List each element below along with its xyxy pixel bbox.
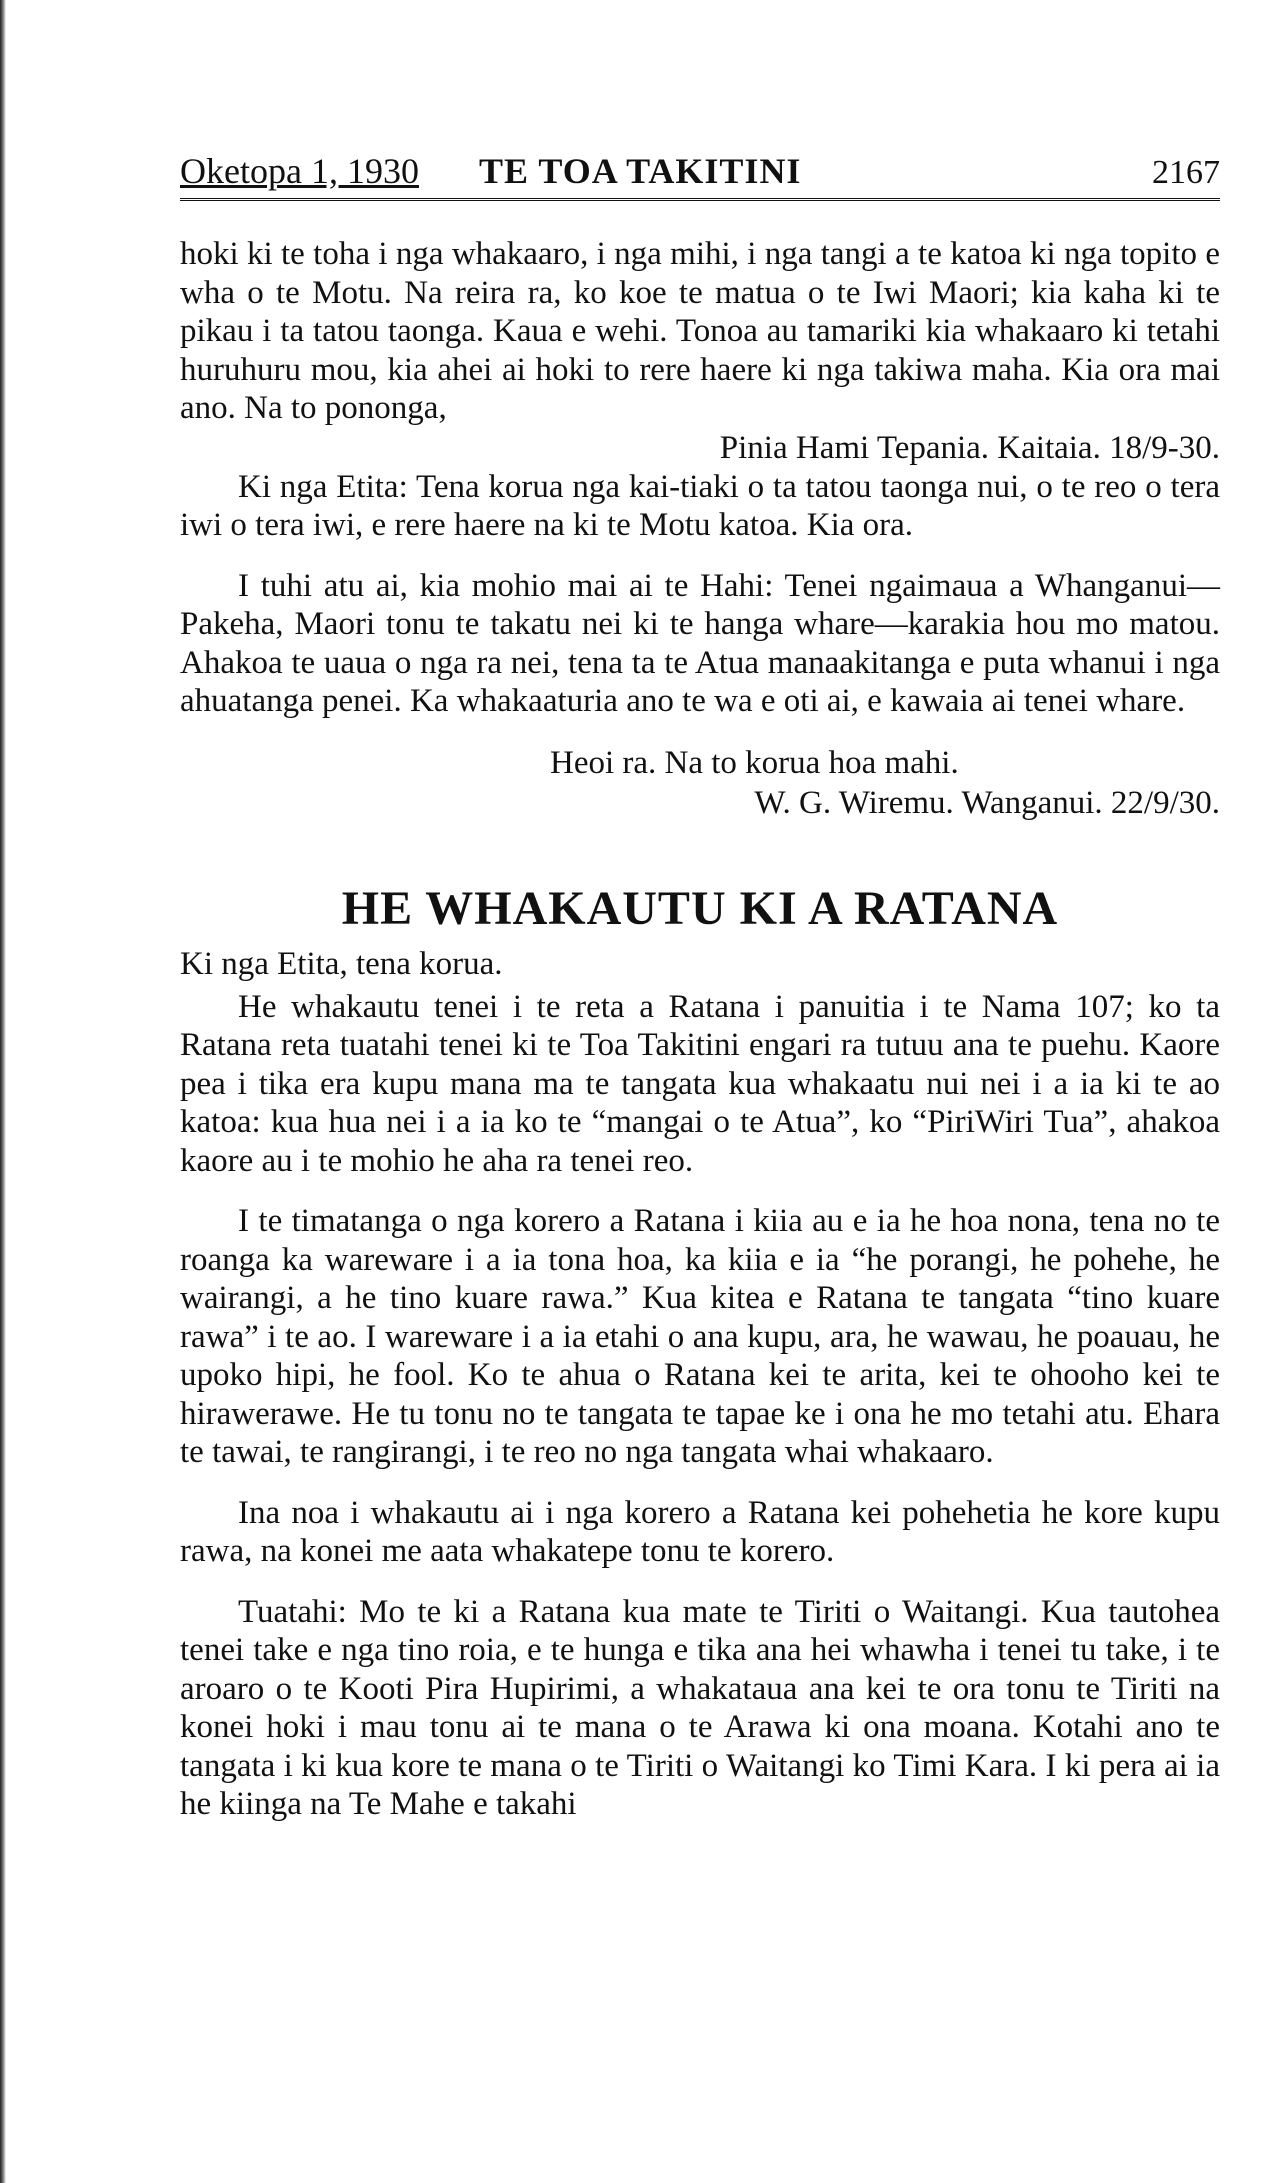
publication-title: TE TOA TAKITINI bbox=[478, 151, 802, 191]
article-paragraph: I te timatanga o nga korero a Ratana i kiia au e ia he hoa nona, tena no te roanga ka wareware i a ia tona hoa, ka kiia e ia “he porangi, he pohehe, he wairangi, a he tino kuare rawa.” Kua kitea e Ratana te tangata “tino kuare rawa” i te ao. I wareware i a ia etahi o ana kupu, ara, he wawau, he poauau, he upoko hipi, he fool. Ko te ahua o Ratana kei te arita, kei te ohooho kei te hirawerawe. He tu tonu no te tangata te tapae ke i ona he mo tetahi atu. Ehara te tawai, te rangirangi, i te reo no nga tangata whai whakaaro. bbox=[180, 1203, 1220, 1470]
letter-paragraph: hoki ki te toha i nga whakaaro, i nga mihi, i nga tangi a te katoa ki nga topito e wha o te Motu. Na reira ra, ko koe te matua o te Iwi Maori; kia kaha ki te pikau i ta tatou taonga. Kaua e wehi. Tonoa au tamariki kia whakaaro ki tetahi huruhuru mou, kia ahei ai hoki to rere haere ki nga takiwa maha. Kia ora mai ano. Na to pononga, bbox=[180, 236, 1220, 426]
letter-closing: Heoi ra. Na to korua hoa mahi. bbox=[550, 744, 959, 781]
letter-signature: Pinia Hami Tepania. Kaitaia. 18/9-30. bbox=[719, 429, 1220, 466]
running-header bbox=[180, 150, 1220, 201]
article-paragraph: Ina noa i whakautu ai i nga korero a Ratana kei pohehetia he kore kupu rawa, na konei me aata whakatepe tonu te korero. bbox=[180, 1494, 1220, 1569]
newspaper-page bbox=[180, 150, 1220, 1824]
issue-date: Oketopa 1, 1930 bbox=[180, 151, 419, 191]
letter-wiremu bbox=[180, 468, 1220, 823]
page-edge-shadow bbox=[0, 0, 6, 2183]
letter-signature: W. G. Wiremu. Wanganui. 22/9/30. bbox=[754, 784, 1220, 821]
article-paragraph: Tuatahi: Mo te ki a Ratana kua mate te Tiriti o Waitangi. Kua tautohea tenei take e nga tino roia, e te hunga e tika ana hei whawha i tenei tu take, i te aroaro o te Kooti Pira Hupirimi, a whakataua ana kei te ora tonu te Tiriti na konei hoki i mau tonu ai te mana o te Arawa ki ona moana. Kotahi ano te tangata i ki kua kore te mana o te Tiriti o Waitangi ko Timi Kara. I ki pera ai ia he kiinga na Te Mahe e takahi bbox=[180, 1593, 1220, 1822]
page-number: 2167 bbox=[1152, 154, 1220, 191]
letter-paragraph: I tuhi atu ai, kia mohio mai ai te Hahi: Tenei ngaimaua a Whanganui—Pakeha, Maori tonu te takatu nei ki te hanga whare—karakia hou mo matou. Ahakoa te uaua o nga ra nei, tena ta te Atua manaakitanga e puta whanui i nga ahuatanga penei. Ka whakaaturia ano te wa e oti ai, e kawaia ai tenei whare. bbox=[180, 567, 1220, 719]
article-greeting: Ki nga Etita, tena korua. bbox=[180, 945, 503, 982]
article-body bbox=[180, 988, 1220, 1824]
article-paragraph: He whakautu tenei i te reta a Ratana i panuitia i te Nama 107; ko ta Ratana reta tuatahi tenei ki te Toa Takitini engari ra tutuu ana te puehu. Kaore pea i tika era kupu mana ma te tangata kua whakaatu nui nei i a ia ki te ao katoa: kua hua nei i a ia ko te “mangai o te Atua”, ko “PiriWiri Tua”, ahakoa kaore au i te mohio he aha ra tenei reo. bbox=[180, 988, 1220, 1179]
letter-tepania bbox=[180, 235, 1220, 468]
article-heading: HE WHAKAUTU KI A RATANA bbox=[341, 881, 1059, 935]
letter-paragraph: Ki nga Etita: Tena korua nga kai-tiaki o ta tatou taonga nui, o te reo o tera iwi o tera iwi, e rere haere na ki te Motu katoa. Kia ora. bbox=[180, 468, 1220, 543]
